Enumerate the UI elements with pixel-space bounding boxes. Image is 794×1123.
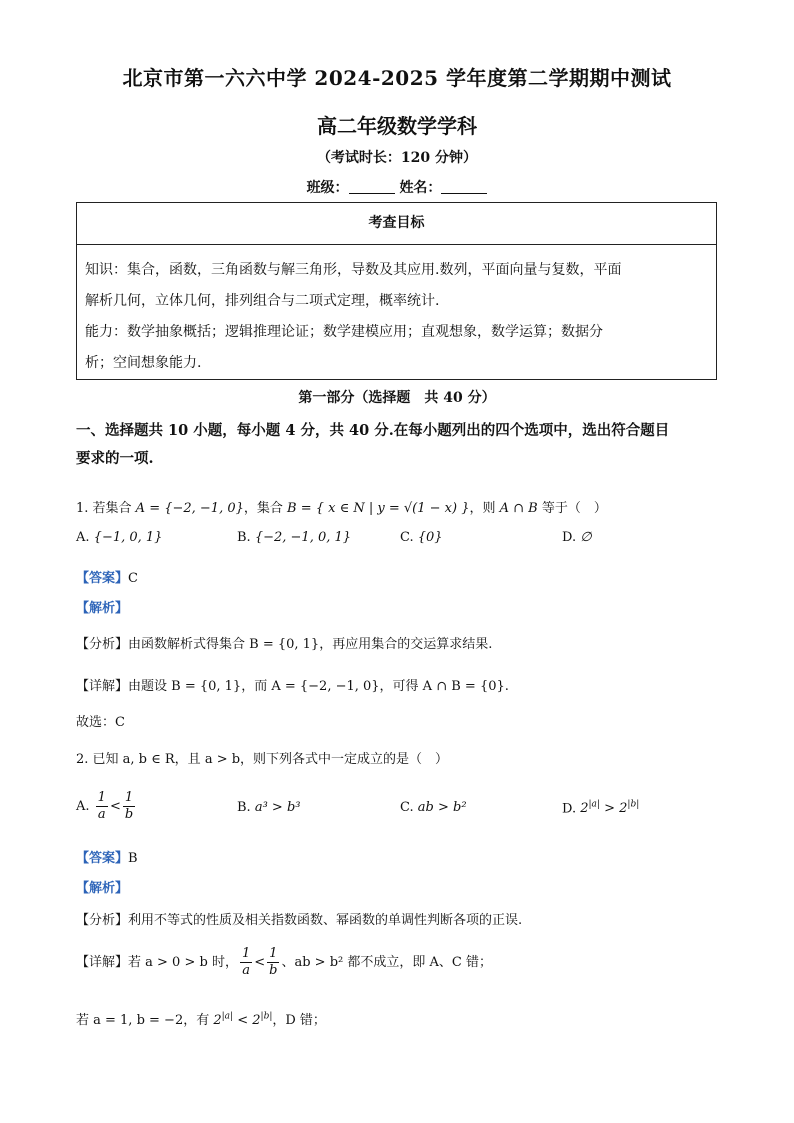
q1-option-d — [562, 530, 592, 545]
frac-denominator: a — [242, 963, 250, 978]
q1-option-a — [76, 530, 162, 545]
class-label: 班级： — [306, 180, 349, 196]
q2-line2-end: ，D 错； — [272, 1013, 326, 1028]
power-base: 2 — [213, 1013, 222, 1028]
q1-conclusion: 故选：C — [76, 715, 125, 730]
q1-option-c-text: {0} — [417, 530, 443, 545]
q1-stem — [76, 497, 607, 516]
q2-option-c-text: ab > b² — [417, 800, 467, 815]
q1-expression: A ∩ B — [499, 501, 538, 516]
q1-detail — [76, 675, 509, 694]
q2-option-a-frac-2 — [123, 790, 135, 823]
q1-option-d-label: D. — [562, 530, 577, 545]
goals-body — [77, 245, 716, 379]
q1-option-b-text: {−2, −1, 0, 1} — [254, 530, 352, 545]
q2-option-d-label: D. — [562, 801, 577, 817]
q1-option-a-text: {−1, 0, 1} — [93, 530, 163, 545]
exam-subtitle: 高二年级数学学科 — [317, 114, 477, 138]
power-exponent: |b| — [627, 800, 640, 810]
q2-option-b-text: a³ > b³ — [254, 800, 301, 815]
q1-set-a: A = {−2, −1, 0} — [135, 501, 244, 516]
q1-fenxi — [76, 633, 492, 652]
q2-option-a-op: < — [109, 799, 121, 814]
q1-option-c — [400, 530, 443, 545]
power-base: 2 — [619, 801, 628, 817]
frac-denominator: a — [97, 807, 106, 822]
goals-ability-line-2: 析；空间想象能力. — [85, 355, 202, 371]
q2-option-d-op: > — [599, 801, 620, 817]
class-blank — [349, 179, 395, 194]
q1-analysis-tag — [76, 597, 128, 616]
name-label: 姓名： — [399, 180, 442, 196]
q2-detail-prefix: 若 a > 0 > b 时， — [128, 955, 238, 970]
q2-option-c-label: C. — [400, 800, 414, 815]
q1-stem-prefix: 1. 若集合 — [76, 501, 136, 516]
q2-option-a-frac-1 — [96, 790, 108, 823]
q2-stem: 2. 已知 a, b ∈ R，且 a > b，则下列各式中一定成立的是（ ） — [76, 752, 449, 767]
q1-fenxi-tag: 【分析】 — [76, 637, 129, 652]
q1-stem-mid: ，集合 — [243, 501, 288, 516]
q1-option-b — [237, 530, 351, 545]
power-base: 2 — [252, 1013, 261, 1028]
exam-title: 北京市第一六六中学 2024-2025 学年度第二学期期中测试 — [122, 66, 672, 90]
instruction-line-1: 一、选择题共 10 小题，每小题 4 分，共 40 分.在每小题列出的四个选项中，选出符合题目 — [76, 422, 670, 439]
q2-answer-tag: 【答案】 — [76, 851, 129, 866]
exam-duration: （考试时长：120 分钟） — [316, 150, 478, 166]
q2-analysis-tag — [76, 877, 128, 896]
q2-line2-op: < — [233, 1013, 253, 1028]
name-blank — [441, 179, 487, 194]
q1-answer — [76, 567, 138, 586]
instruction-line-2: 要求的一项. — [76, 450, 154, 467]
goals-knowledge-line-2: 解析几何，立体几何，排列组合与二项式定理，概率统计. — [85, 293, 440, 309]
q1-fenxi-text: 由函数解析式得集合 B = {0, 1}，再应用集合的交运算求结果. — [128, 637, 493, 652]
section-title: 第一部分（选择题 共 40 分） — [298, 390, 496, 406]
q2-option-d-text — [580, 801, 639, 816]
q2-answer — [76, 847, 138, 866]
q2-detail-frac-2 — [267, 946, 279, 979]
q2-fenxi — [76, 909, 522, 928]
q1-option-c-label: C. — [400, 530, 414, 545]
q2-answer-value: B — [128, 851, 138, 866]
q2-option-c — [400, 800, 467, 815]
frac-numerator: 1 — [124, 790, 134, 805]
q2-detail-frac-1 — [240, 946, 252, 979]
q1-analysis-tag-text: 【解析】 — [76, 601, 129, 616]
q2-option-d — [562, 800, 639, 816]
frac-numerator: 1 — [97, 790, 106, 805]
power-base: 2 — [580, 801, 589, 817]
q1-answer-value: C — [128, 571, 138, 586]
q1-detail-text: 由题设 B = {0, 1}，而 A = {−2, −1, 0}，可得 A ∩ B = {0}. — [128, 679, 509, 694]
frac-denominator: b — [124, 807, 134, 822]
student-info-line — [0, 177, 794, 197]
q2-analysis-tag-text: 【解析】 — [76, 881, 129, 896]
q1-option-a-label: A. — [76, 530, 90, 545]
q2-fenxi-text: 利用不等式的性质及相关指数函数、幂函数的单调性判断各项的正误. — [128, 913, 523, 928]
q2-line2-expression — [213, 1013, 272, 1028]
q2-option-a — [76, 790, 137, 823]
goals-box — [76, 202, 717, 380]
q2-detail-mid: 、ab > b² 都不成立，即 A、C 错； — [281, 955, 492, 970]
q1-detail-tag: 【详解】 — [76, 679, 129, 694]
section-instruction — [76, 417, 718, 473]
q1-option-b-label: B. — [237, 530, 251, 545]
q2-detail-op: < — [254, 955, 266, 970]
goals-knowledge-line-1: 知识：集合，函数，三角函数与解三角形，导数及其应用.数列，平面向量与复数，平面 — [85, 262, 622, 278]
q2-detail-line-2 — [76, 1009, 326, 1028]
q1-stem-end: 等于（ ） — [537, 501, 607, 516]
goals-ability-line-1: 能力：数学抽象概括；逻辑推理论证；数学建模应用；直观想象，数学运算；数据分 — [85, 324, 603, 340]
frac-numerator: 1 — [241, 946, 251, 961]
q1-set-b: B = { x ∈ N | y = √(1 − x) } — [287, 501, 470, 516]
q1-answer-tag: 【答案】 — [76, 571, 129, 586]
q2-option-a-label: A. — [76, 799, 90, 814]
q2-detail-tag: 【详解】 — [76, 955, 129, 970]
frac-denominator: b — [269, 963, 278, 978]
q2-fenxi-tag: 【分析】 — [76, 913, 129, 928]
q1-stem-tail: ，则 — [469, 501, 500, 516]
q2-detail — [76, 946, 492, 979]
power-exponent: |a| — [588, 800, 600, 810]
power-exponent: |a| — [221, 1011, 234, 1022]
goals-heading: 考查目标 — [77, 203, 716, 245]
q1-option-d-text: ∅ — [580, 530, 592, 545]
q2-option-b-label: B. — [237, 800, 251, 815]
q2-line2-prefix: 若 a = 1, b = −2，有 — [76, 1013, 214, 1028]
q2-option-b — [237, 800, 300, 815]
power-exponent: |b| — [260, 1011, 273, 1022]
frac-numerator: 1 — [269, 946, 278, 961]
